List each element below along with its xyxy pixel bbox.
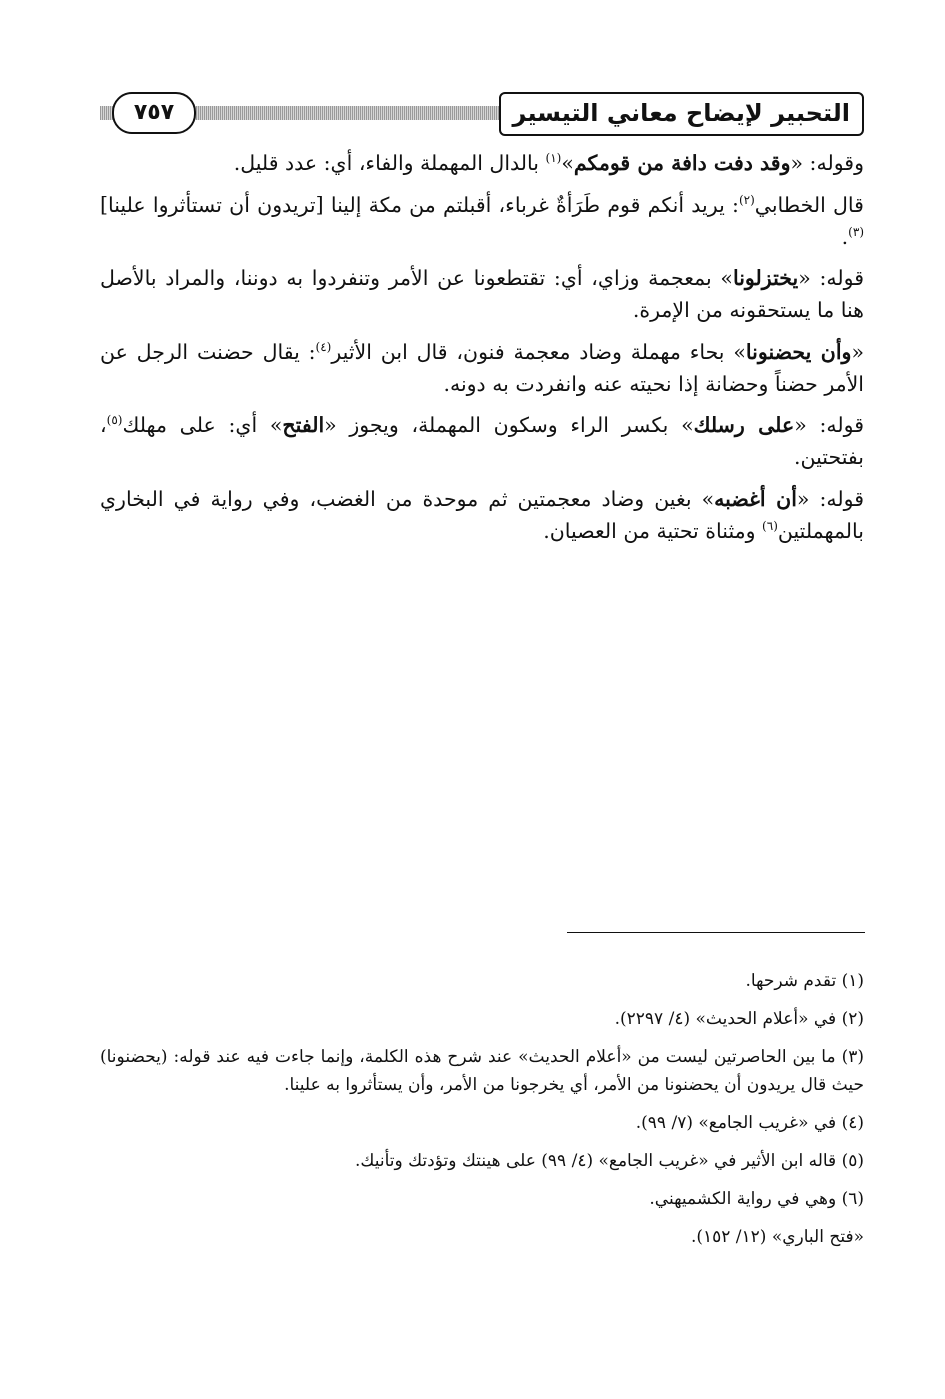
- paragraph-5: [100, 410, 864, 474]
- text-span: قوله: «: [794, 413, 864, 438]
- text-span: » بغين وضاد معجمتين ثم موحدة من الغضب، وفي رواية في البخاري بالمهملتين: [100, 486, 864, 543]
- quoted-term: وأن يحضنونا: [745, 339, 852, 364]
- quoted-term: الفتح: [282, 413, 325, 438]
- paragraph-2: [100, 190, 864, 254]
- footnote-ref: (٢): [738, 192, 755, 207]
- text-span: .: [841, 224, 849, 249]
- footnote-ref: (٥): [106, 413, 123, 428]
- text-span: بالدال المهملة والفاء، أي: عدد قليل.: [233, 151, 546, 175]
- footnote-separator: [567, 932, 865, 933]
- footnote-5: (٥) قاله ابن الأثير في «غريب الجامع» (٤/ ٩٩) على هينتك وتؤدتك وتأنيك.: [354, 1150, 864, 1171]
- text-span: : يريد أنكم قوم طَرَأةٌ غرباء، أقبلتم من مكة إلينا [تريدون أن تستأثروا علينا]: [100, 192, 739, 217]
- text-span: قوله: «: [798, 266, 865, 291]
- text-span: «: [851, 339, 865, 364]
- footnote-ref: (١): [545, 151, 562, 166]
- main-text: [100, 148, 864, 557]
- footnote-ref: (٤): [315, 340, 332, 354]
- text-span: قال الخطابي: [754, 192, 864, 217]
- text-span: ومثناة تحتية من العصيان.: [543, 518, 763, 543]
- book-title: التحبير لإيضاح معاني التيسير: [499, 92, 864, 136]
- page-header: [100, 92, 864, 142]
- quoted-term: على رسلك: [693, 413, 795, 438]
- footnote-4: (٤) في «غريب الجامع» (٧/ ٩٩).: [635, 1112, 864, 1133]
- paragraph-1: [100, 148, 864, 180]
- quoted-term: وقد دفت دافة من قومكم: [573, 151, 791, 175]
- footnote-ref: (٣): [848, 224, 864, 239]
- footnote-ref: (٦): [762, 518, 778, 533]
- page-number: ٧٥٧: [112, 92, 196, 134]
- text-span: قوله: «: [796, 486, 865, 511]
- text-span: وقوله: «: [790, 151, 864, 175]
- text-span: : يقال حضنت الرجل عن الأمر حضناً وحضانة إذا نحيته عنه وانفردت به دونه.: [100, 339, 864, 396]
- quoted-term: أن أغضبه: [714, 486, 797, 511]
- footnote-source: «فتح الباري» (١٢/ ١٥٢).: [690, 1227, 864, 1248]
- footnote-1: (١) تقدم شرحها.: [745, 971, 864, 991]
- text-span: » أي: على مهلك: [122, 413, 283, 438]
- paragraph-4: [100, 337, 864, 401]
- footnotes: [100, 968, 864, 1263]
- footnote-2: (٢) في «أعلام الحديث» (٤/ ٢٢٩٧).: [614, 1009, 864, 1030]
- footnote-3: (٣) ما بين الحاصرتين ليست من «أعلام الحديث» عند شرح هذه الكلمة، وإنما جاءت فيه عند قوله: (يحضنونا) حيث قال يريدون أن يحضنونا من الأمر، أي يخرجونا من الأمر، وأن يستأثروا به علينا.: [100, 1047, 864, 1095]
- text-span: » بمعجمة وزاي، أي: تقتطعونا عن الأمر وتنفردوا به دوننا، والمراد بالأصل هنا ما يستحقونه من الإمرة.: [100, 266, 864, 323]
- paragraph-6: [100, 484, 864, 548]
- text-span: »: [561, 151, 574, 175]
- paragraph-3: [100, 263, 864, 327]
- text-span: » بحاء مهملة وضاد معجمة فنون، قال ابن الأثير: [331, 339, 746, 364]
- text-span: ، بفتحتين.: [100, 413, 864, 470]
- text-span: » بكسر الراء وسكون المهملة، ويجوز «: [324, 413, 694, 438]
- footnote-6: (٦) وهي في رواية الكشميهني.: [649, 1189, 864, 1210]
- quoted-term: يختزلونا: [732, 266, 799, 291]
